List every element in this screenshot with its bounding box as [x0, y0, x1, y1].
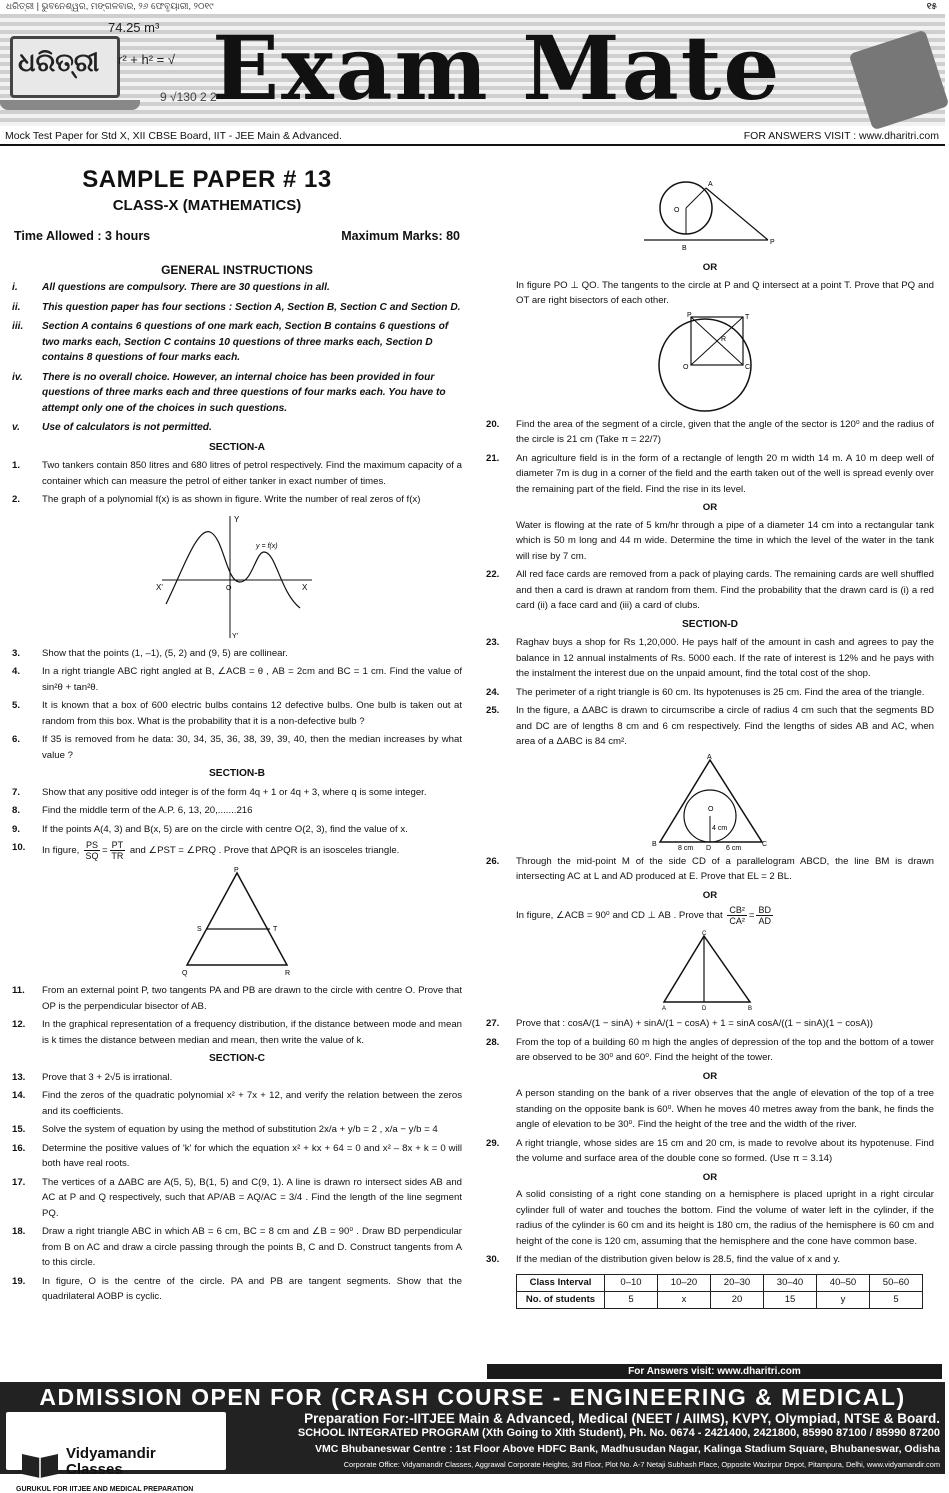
question: 11. From an external point P, two tangents PA and PB are drawn to the circle with centre O. Prove that OP is the perpendicular bisector of AB. — [12, 985, 462, 1012]
perpendicular-tangents-figure — [645, 313, 775, 413]
fig25-o: O — [708, 805, 714, 813]
left-column — [12, 165, 462, 1308]
frequency-table — [516, 1274, 923, 1309]
or-label: OR — [702, 1070, 718, 1082]
paper-title: SAMPLE PAPER # 13 — [82, 166, 332, 193]
table-cell: 20 — [711, 1291, 764, 1308]
triangle-pqr-figure — [167, 865, 307, 979]
vidyamandir-logo — [6, 1412, 226, 1493]
time-allowed: Time Allowed : 3 hours — [14, 229, 151, 243]
table-cell: 0–10 — [605, 1274, 658, 1291]
fig25-c: C — [762, 840, 768, 848]
right-triangle-altitude-figure — [660, 930, 760, 1012]
ad-line-3: VMC Bhubaneswar Centre : 1st Floor Above HDFC Bank, Madhusudan Nagar, Kalinga Stadium Square, Bhubaneswar, Odisha — [314, 1443, 940, 1455]
question: 15. Solve the system of equation by using the method of substitution 2x/a + y/b = 2 , x/a − y/b = 4 — [12, 1124, 438, 1135]
subtitle-bar — [0, 128, 945, 144]
maximum-marks: Maximum Marks: 80 — [341, 229, 460, 243]
section-c-heading: SECTION-C — [208, 1053, 266, 1064]
fig19-a: A — [708, 181, 713, 188]
fig19or-o: O — [683, 363, 689, 371]
fig19or-p: P — [687, 311, 692, 319]
fig2-yp: Y' — [232, 632, 239, 640]
instructions-title: GENERAL INSTRUCTIONS — [161, 262, 313, 277]
laptop-base — [0, 100, 140, 110]
polynomial-graph-figure — [152, 512, 322, 642]
table-header: Class Interval — [517, 1274, 605, 1291]
question: 7. Show that any positive odd integer is of the form 4q + 1 or 4q + 3, where q is some integer. — [12, 786, 427, 798]
fig2-fx: y = f(x) — [256, 542, 278, 550]
question: 30. If the median of the distribution given below is 28.5, find the value of x and y. — [486, 1254, 841, 1265]
page-header — [0, 0, 945, 14]
fig25-d: D — [706, 844, 712, 852]
right-column — [486, 166, 934, 1309]
subtitle-left: Mock Test Paper for Std X, XII CBSE Board, IIT - JEE Main & Advanced. — [5, 130, 342, 142]
question: 21. An agriculture field is in the form of a rectangle of length 20 m width 14 m. A 10 m deep well of diameter 7m is dug in a corner of the field and the earth taken out of the well is spread evenly over the remaining part of the field. Find the rise in its level. — [486, 452, 934, 495]
or-label: OR — [702, 1171, 718, 1183]
ad-line-1: Preparation For:-IITJEE Main & Advanced, Medical (NEET / AIIMS), KVPY, Olympiad, NTSE & Board. — [304, 1411, 940, 1426]
math-decor-1: 74.25 m³ — [108, 20, 160, 35]
ad-line-2: SCHOOL INTEGRATED PROGRAM (Xth Going to XIth Student), Ph. No. 0674 - 2421400, 2421800, 85990 87100 / 85990 87200 — [297, 1427, 940, 1439]
section-d-heading: SECTION-D — [681, 618, 739, 630]
tangent-circle-figure — [640, 170, 780, 256]
fig25-a: A — [707, 753, 712, 761]
fig26-d: D — [702, 1006, 707, 1012]
question: 10. In figure, $\frac{PS}{SQ}$ = $\frac{PT}{TR}$ and ∠PST = ∠PRQ . Prove that ΔPQR is an isosceles triangle. — [12, 840, 400, 861]
fig26-b: B — [748, 1006, 753, 1012]
book-icon — [20, 1448, 60, 1478]
table-cell: 50–60 — [870, 1274, 923, 1291]
question: 4. In a right triangle ABC right angled at B, ∠ACB = θ , AB = 2cm and BC = 1 cm. Find the value of sin²θ + tan²θ. — [12, 666, 462, 693]
question: 13. Prove that 3 + 2√5 is irrational. — [12, 1071, 173, 1083]
admission-heading: ADMISSION OPEN FOR (CRASH COURSE - ENGINEERING & MEDICAL) — [39, 1384, 906, 1410]
fig19or-c: C — [745, 363, 751, 371]
table-cell: x — [658, 1291, 711, 1308]
question: 9. If the points A(4, 3) and B(x, 5) are on the circle with centre O(2, 3), find the value of x. — [12, 823, 408, 835]
fig10-r: R — [285, 970, 291, 977]
or-label: OR — [702, 502, 718, 513]
incircle-triangle-figure — [650, 754, 770, 850]
paper-class: CLASS-X (MATHEMATICS) — [112, 197, 302, 214]
fig10-p: P — [234, 867, 239, 874]
section-b-heading: SECTION-B — [208, 768, 266, 779]
answers-link[interactable]: For Answers visit: www.dharitri.com — [487, 1364, 942, 1379]
ad-line-4: Corporate Office: Vidyamandir Classes, Aggrawal Corporate Heights, 3rd Floor, Plot No. A-7 Netaji Subhash Place, Opposite Wazirpur Depot, Pitampura, Delhi, www.vidyamandir.com — [343, 1460, 940, 1469]
table-row — [517, 1274, 923, 1291]
fig26-c: C — [702, 931, 707, 937]
table-cell: 5 — [870, 1291, 923, 1308]
question: 3. Show that the points (1, –1), (5, 2) and (9, 5) are collinear. — [12, 647, 288, 659]
question: 14. Find the zeros of the quadratic polynomial x² + 7x + 12, and verify the relation between the zeros and its coefficients. — [12, 1090, 462, 1117]
table-cell: 40–50 — [817, 1274, 870, 1291]
question: 18. Draw a right triangle ABC in which AB = 6 cm, BC = 8 cm and ∠B = 90⁰ . Draw BD perpendicular from B on AC and draw a circle passing through the points B, C and D. Construct tangents from A to this circle. — [12, 1226, 462, 1268]
question-alternative: In figure, ∠ACB = 90⁰ and CD ⊥ AB . Prove that $\frac{\text{CB²}}{\text{CA²}}$ = $\frac{BD}{AD}$ — [516, 905, 771, 926]
fig10-t: T — [273, 926, 278, 933]
fig19-p: P — [770, 239, 775, 246]
table-cell: 15 — [764, 1291, 817, 1308]
question: 28. From the top of a building 60 m high the angles of depression of the top and the bottom of a tower are observed to be 30⁰ and 60⁰. Find the height of the tower. — [486, 1036, 934, 1063]
question-alternative: In figure PO ⊥ QO. The tangents to the circle at P and Q intersect at a point T. Prove that PQ and OT are right bisectors of each other. — [516, 279, 934, 306]
math-decor-3: 9 √130 2 2 — [160, 90, 217, 104]
instruction: v. Use of calculators is not permitted. — [12, 422, 212, 433]
fig19or-t: T — [745, 313, 750, 321]
fig2-xp: X' — [156, 582, 163, 592]
instruction: iv. There is no overall choice. However, an internal choice has been provided in four questions of three marks each and three questions of four marks each. You have to attempt only one of the choices in such questions. — [12, 371, 446, 414]
subtitle-right: FOR ANSWERS VISIT : www.dharitri.com — [743, 130, 939, 142]
divider — [0, 144, 945, 146]
fraction: $\frac{\text{CB²}}{\text{CA²}}$ — [729, 905, 745, 926]
question: 8. Find the middle term of the A.P. 6, 13, 20,.......216 — [12, 805, 253, 816]
brand-name: Vidyamandir Classes — [66, 1445, 156, 1478]
question: 6. If 35 is removed from he data: 30, 34, 35, 36, 38, 39, 39, 40, then the median increases by what value ? — [12, 734, 462, 761]
fraction: $\frac{BD}{AD}$ — [758, 905, 771, 926]
fig2-o: O — [226, 584, 232, 592]
fig2-y: Y — [234, 514, 240, 524]
instruction: i. All questions are compulsory. There are 30 questions in all. — [12, 282, 330, 293]
fig25-dc: 6 cm — [726, 844, 742, 852]
banner-title: Exam Mate — [212, 16, 782, 120]
section-a-heading: SECTION-A — [208, 441, 266, 453]
or-label: OR — [702, 889, 718, 901]
fig2-x: X — [302, 582, 308, 592]
question: 12. In the graphical representation of a frequency distribution, if the distance between mode and mean is k times the distance between median and mean, then write the value of k. — [12, 1019, 462, 1046]
question: 27. Prove that : cosA/(1 − sinA) + sinA/(1 − cosA) + 1 = sinA cosA/((1 − sinA)(1 − cosA)) — [486, 1018, 873, 1029]
question: 29. A right triangle, whose sides are 15 cm and 20 cm, is made to revolve about its hypotenuse. Find the volume and surface area of the double cone so formed. (Use π = 3.14) — [486, 1137, 934, 1164]
brand-tagline: GURUKUL FOR IITJEE AND MEDICAL PREPARATION — [16, 1486, 194, 1493]
newspaper-date: ଧରିତ୍ରୀ | ଭୁବନେଶ୍ୱର, ମଙ୍ଗଳବାର, ୨୬ ଫେବୃୟାରୀ, ୨୦୧୯ — [6, 1, 214, 11]
fraction: $\frac{PS}{SQ}$ — [85, 840, 99, 861]
question: 24. The perimeter of a right triangle is 60 cm. Its hypotenuses is 25 cm. Find the area of the triangle. — [486, 686, 925, 698]
question-alternative: Water is flowing at the rate of 5 km/hr through a pipe of a diameter 14 cm into a rectangular tank which is 50 m long and 44 m wide. Determine the time in which the level of the water in the tank will rise by 7 cm. — [516, 519, 934, 562]
fig10-s: S — [197, 926, 202, 933]
table-header: No. of students — [517, 1291, 605, 1308]
fig25-bd: 8 cm — [678, 844, 694, 852]
table-cell: 30–40 — [764, 1274, 817, 1291]
fig25-r: 4 cm — [712, 824, 728, 832]
exam-mate-banner — [0, 14, 945, 126]
or-label: OR — [702, 262, 718, 273]
instruction: iii. Section A contains 6 questions of one mark each, Section B contains 6 questions of two marks each, Section C contains 10 questions of three marks each, Section D contains 8 questions of four marks each. — [12, 321, 449, 363]
instruction: ii. This question paper has four sections : Section A, Section B, Section C and Section D. — [12, 301, 461, 313]
table-cell: 5 — [605, 1291, 658, 1308]
question: 16. Determine the positive values of 'k' for which the equation x² + kx + 64 = 0 and x² – 8x + k = 0 will both have real roots. — [12, 1142, 462, 1169]
fig19-b: B — [682, 245, 687, 252]
fig25-b: B — [652, 840, 657, 848]
question: 17. The vertices of a ΔABC are A(5, 5), B(1, 5) and C(9, 1). A line is drawn ro intersect sides AB and AC at P and Q respectively, such that AP/AB = AQ/AC = 3/4 . Find the length of the line segment PQ. — [12, 1176, 462, 1219]
paper-meta — [14, 229, 460, 245]
question: 2. The graph of a polynomial f(x) is as shown in figure. Write the number of real zeros of f(x) — [12, 494, 421, 505]
question: 22. All red face cards are removed from a pack of playing cards. The remaining cards are well shuffled and then a card is drawn at random from them. Find the probability that the drawn card is (i) a red card (ii) a face card and (iii) a card of clubs. — [486, 569, 934, 611]
fig10-q: Q — [182, 970, 188, 977]
question: 23. Raghav buys a shop for Rs 1,20,000. He pays half of the amount in cash and agrees to pay the balance in 12 annual instalments of Rs. 5000 each. If the rate of interest is 12% and he pays with the instalment the interest due on the unpaid amount, find the total cost of the shop. — [486, 637, 934, 679]
question: 5. It is known that a box of 600 electric bulbs contains 12 defective bulbs. One bulb is taken out at random from this box. What is the probability that it is a non-defective bulb ? — [12, 700, 462, 727]
question: 19. In figure, O is the centre of the circle. PA and PB are tangent segments. Show that the quadrilateral AOBP is cyclic. — [12, 1275, 462, 1302]
dharitri-logo: ଧରିତ୍ରୀ — [18, 48, 100, 78]
admission-ad — [0, 1382, 945, 1493]
question: 20. Find the area of the segment of a circle, given that the angle of the sector is 120⁰ and the radius of the circle is 21 cm (Take π = 22/7) — [486, 418, 934, 445]
question-alternative: A person standing on the bank of a river observes that the angle of elevation of the top of a tree standing on the opposite bank is 60⁰. When he moves 40 metres away from the bank, he finds the angle of elevation to be 30⁰. Find the height of the tree and the width of the river. — [516, 1088, 934, 1130]
fig26-a: A — [662, 1006, 667, 1012]
question: 26. Through the mid-point M of the side CD of a parallelogram ABCD, the line BM is drawn intersecting AC at L and AD produced at E. Prove that EL = 2 BL. — [486, 855, 934, 882]
question: 1. Two tankers contain 850 litres and 680 litres of petrol respectively. Find the maximum capacity of a container which can measure the petrol of either tanker in exact number of times. — [12, 460, 462, 487]
table-cell: 20–30 — [711, 1274, 764, 1291]
table-row — [517, 1291, 923, 1308]
fig19-o: O — [674, 207, 680, 214]
question: 25. In the figure, a ΔABC is drawn to circumscribe a circle of radius 4 cm such that the segments BD and DC are of lengths 8 cm and 6 cm respectively. Find the lengths of sides AB and AC, when area of a ΔABC is 84 cm². — [486, 705, 934, 747]
question-alternative: A solid consisting of a right cone standing on a hemisphere is placed upright in a right circular cylinder full of water and touches the bottom. Find the volume of water left in the cylinder, if the radius of the cylinder is 60 cm and its height is 180 cm, the radius of the hemisphere is 60 cm and height of the cone is 120 cm, assuming that the hemisphere and the cone have common base. — [516, 1189, 934, 1247]
table-cell: 10–20 — [658, 1274, 711, 1291]
table-cell: y — [817, 1291, 870, 1308]
fig19or-r: R — [721, 335, 727, 343]
page-number: ୧୫ — [926, 1, 937, 11]
math-decor-2: r² + h² = √ — [118, 52, 175, 67]
fraction: $\frac{PT}{TR}$ — [111, 840, 124, 861]
calculator-icon — [849, 30, 949, 131]
